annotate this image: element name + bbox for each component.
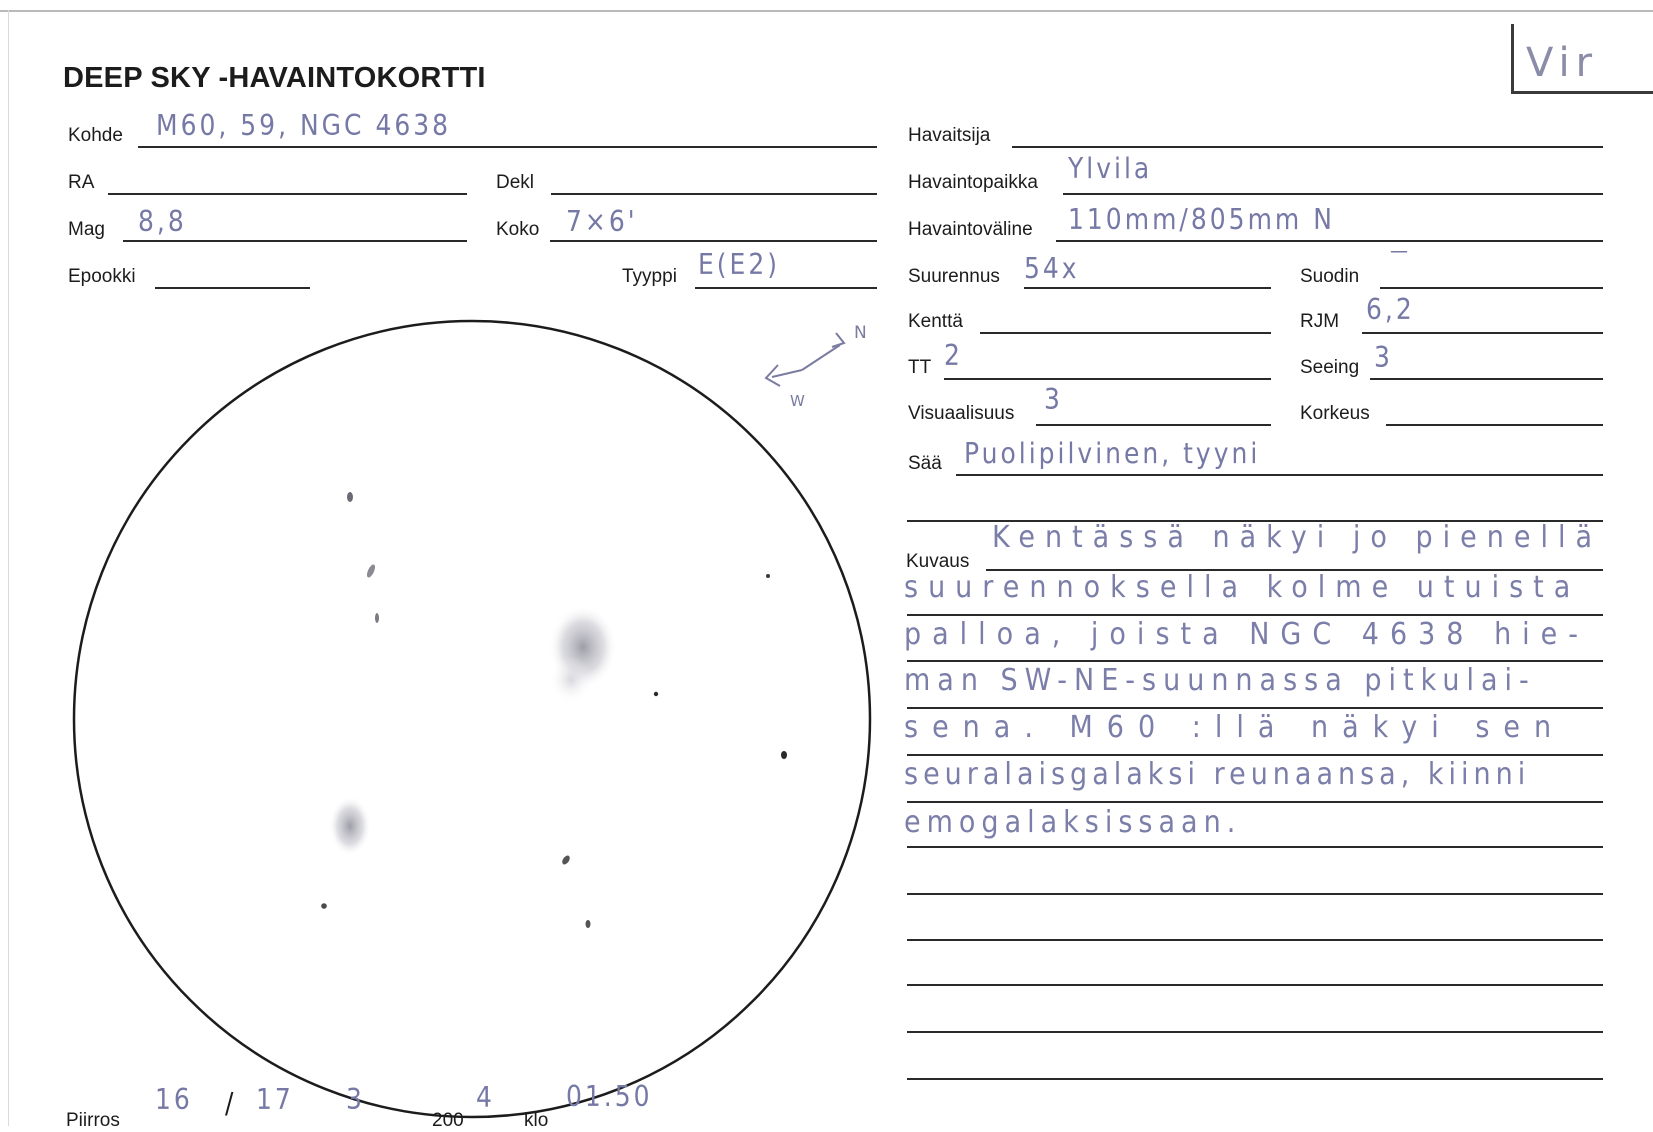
field-value: E(E2) bbox=[698, 247, 781, 281]
field-label: TT bbox=[908, 357, 932, 378]
kuvaus-line-7: emogalaksissaan. bbox=[904, 805, 1242, 840]
field-value: 3 bbox=[1374, 340, 1393, 374]
time-value: 01.50 bbox=[566, 1079, 653, 1113]
kuvaus-line-3: palloa, joista NGC 4638 hie- bbox=[904, 617, 1590, 652]
north-arrow bbox=[802, 345, 840, 370]
star bbox=[654, 692, 658, 696]
field-label: Dekl bbox=[496, 172, 535, 193]
field-label: Koko bbox=[496, 219, 540, 240]
field-suodin[interactable] bbox=[1300, 238, 1603, 289]
field-label: Havaintopaikka bbox=[908, 172, 1038, 193]
field-label: Tyyppi bbox=[622, 266, 677, 287]
field-value: 110mm/805mm N bbox=[1068, 202, 1335, 236]
field-label: RJM bbox=[1300, 311, 1340, 332]
field-label: Suodin bbox=[1300, 266, 1360, 287]
compass-n: N bbox=[854, 323, 867, 343]
corner-box bbox=[1511, 24, 1653, 94]
compass-w: W bbox=[790, 392, 805, 410]
field-of-view-circle bbox=[74, 321, 870, 1117]
corner-box-text: Vir bbox=[1526, 40, 1599, 86]
field-korkeus[interactable] bbox=[1300, 386, 1603, 426]
star bbox=[561, 854, 572, 866]
field-label: Havaintoväline bbox=[908, 219, 1033, 240]
card-left-edge bbox=[8, 10, 9, 1126]
star bbox=[766, 574, 770, 578]
kuvaus-label: Kuvaus bbox=[906, 551, 970, 572]
kuvaus-line-4: man SW-NE-suunnassa pitkulai- bbox=[904, 663, 1536, 698]
field-value: Ylvila bbox=[1068, 151, 1153, 185]
field-visuaalisuus[interactable] bbox=[908, 382, 1271, 426]
year-prefix: 200 bbox=[432, 1110, 464, 1131]
piirros-day: 16 bbox=[155, 1082, 193, 1116]
galaxy-ngc4638 bbox=[329, 796, 371, 856]
kuvaus-line-2: suurennoksella kolme utuista bbox=[904, 570, 1581, 605]
field-mag[interactable] bbox=[68, 202, 467, 242]
field-seeing[interactable] bbox=[1300, 340, 1603, 380]
star bbox=[347, 492, 353, 502]
star bbox=[781, 751, 787, 759]
field-label: Epookki bbox=[68, 266, 136, 287]
piirros-day2: 17 bbox=[256, 1082, 294, 1116]
field-label: Seeing bbox=[1300, 357, 1360, 378]
klo-label: klo bbox=[524, 1110, 549, 1131]
field-value: Puolipilvinen, tyyni bbox=[964, 436, 1261, 470]
field-value: 7×6' bbox=[566, 204, 638, 238]
sketch-field bbox=[66, 275, 886, 1126]
field-rjm[interactable] bbox=[1300, 294, 1603, 334]
field-havaitsija[interactable] bbox=[908, 108, 1603, 148]
field-kentta[interactable] bbox=[908, 294, 1271, 334]
field-label: Visuaalisuus bbox=[908, 403, 1015, 424]
piirros-label: Piirros bbox=[66, 1110, 120, 1131]
field-label: Korkeus bbox=[1300, 403, 1370, 424]
field-kohde[interactable] bbox=[68, 108, 877, 148]
kuvaus-line-5: sena. M60 :llä näkyi sen bbox=[904, 710, 1566, 745]
compass-arrows bbox=[766, 333, 844, 386]
field-havaintovaline[interactable] bbox=[908, 202, 1603, 242]
field-label: Sää bbox=[908, 453, 942, 474]
star bbox=[365, 563, 376, 578]
field-havaintopaikka[interactable] bbox=[908, 151, 1603, 195]
field-saa[interactable] bbox=[908, 436, 1603, 476]
field-label: Suurennus bbox=[908, 266, 1000, 287]
field-value: 54x bbox=[1024, 251, 1080, 285]
star bbox=[375, 613, 379, 623]
kuvaus-line-1: Kentässä näkyi jo pienellä bbox=[992, 520, 1602, 555]
kuvaus-line-6: seuralaisgalaksi reunaansa, kiinni bbox=[904, 757, 1531, 792]
field-value: M60, 59, NGC 4638 bbox=[156, 108, 452, 142]
piirros-separator: / bbox=[225, 1086, 237, 1120]
field-ra[interactable] bbox=[68, 155, 467, 195]
star bbox=[586, 920, 591, 928]
card-top-edge bbox=[0, 10, 1653, 12]
field-label: Havaitsija bbox=[908, 125, 991, 146]
field-dekl[interactable] bbox=[496, 155, 877, 195]
piirros-month: 3 bbox=[346, 1082, 365, 1116]
star bbox=[321, 903, 327, 909]
card-title: DEEP SKY -HAVAINTOKORTTI bbox=[63, 62, 486, 94]
year-digit: 4 bbox=[476, 1080, 495, 1114]
field-value: 2 bbox=[944, 338, 963, 372]
field-value: 6,2 bbox=[1366, 292, 1415, 326]
field-koko[interactable] bbox=[496, 202, 877, 242]
field-label: RA bbox=[68, 172, 95, 193]
field-suurennus[interactable] bbox=[908, 249, 1271, 289]
west-arrow bbox=[772, 370, 802, 377]
field-value: 8,8 bbox=[138, 204, 187, 238]
field-label: Kenttä bbox=[908, 311, 963, 332]
field-label: Mag bbox=[68, 219, 105, 240]
galaxy-companion bbox=[549, 656, 593, 704]
field-tt[interactable] bbox=[908, 340, 1271, 380]
field-value: — bbox=[1390, 238, 1411, 263]
field-label: Kohde bbox=[68, 125, 123, 146]
field-value: 3 bbox=[1044, 382, 1063, 416]
